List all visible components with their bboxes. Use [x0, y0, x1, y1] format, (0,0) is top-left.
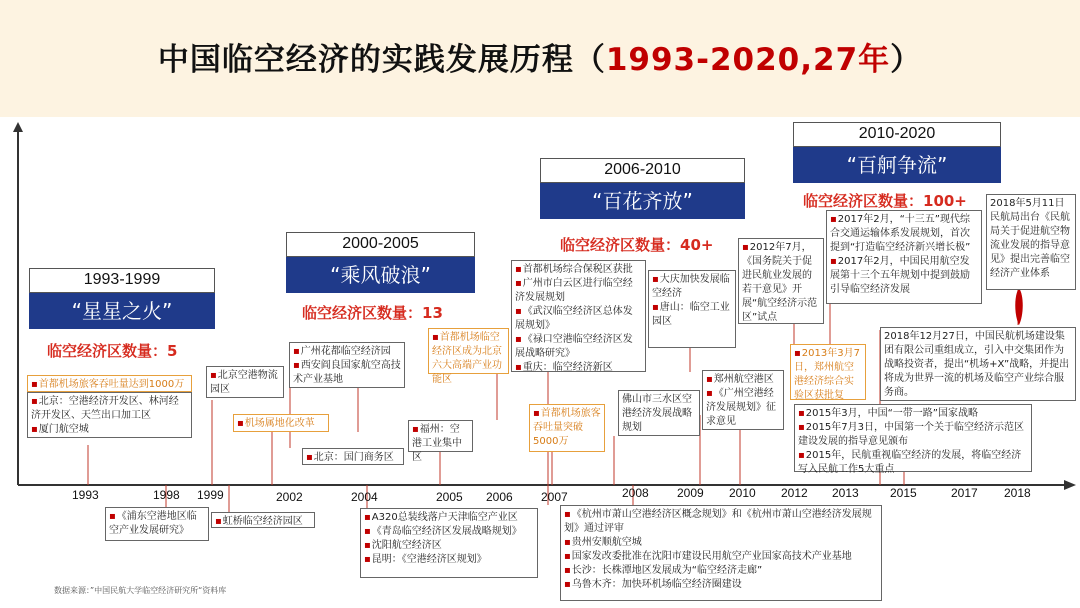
- marker-icon: [1015, 288, 1023, 325]
- event-fuzhou: ▪ 福州：空港工业集中区: [408, 420, 473, 452]
- era-2-range: 2000-2005: [286, 232, 475, 257]
- event-pudong-research: ▪ 《浦东空港地区临空产业发展研究》: [105, 507, 209, 541]
- year-2007: 2007: [541, 490, 568, 504]
- era-2-name: “乘风破浪”: [286, 257, 475, 293]
- event-2005-list: ▪ A320总装线落户天津临空产业区 ▪ 《青岛临空经济区发展战略规划》 ▪ 沈阳航空经济区 ▪ 昆明：《空港经济区规划》: [360, 508, 538, 578]
- year-2005: 2005: [436, 490, 463, 504]
- event-state-council-2012: ▪ 2012年7月，《国务院关于促进民航业发展的若干意见》开展“航空经济示范区”试点: [738, 238, 824, 324]
- year-2008: 2008: [622, 486, 649, 500]
- year-1999: 1999: [197, 488, 224, 502]
- era-3-range: 2006-2010: [540, 158, 745, 183]
- event-2015-list: ▪ 2015年3月，中国“一带一路”国家战略 ▪ 2015年7月3日，中国第一个关于临空经济示范区建设发展的指导意见颁布 ▪ 2015年，民航重视临空经济的发展，将临空经济写入民航工作5大重点: [794, 404, 1032, 472]
- data-source-note: 数据来源：”中国民航大学临空经济研究所“资料库: [54, 586, 227, 595]
- event-beijing-logistics: ▪ 北京空港物流园区: [206, 366, 284, 398]
- year-2012: 2012: [781, 486, 808, 500]
- event-hongqiao: ▪ 虹桥临空经济园区: [211, 512, 315, 528]
- era-4-range: 2010-2020: [793, 122, 1001, 147]
- event-foshan: 佛山市三水区空港经济发展战略规划: [618, 390, 700, 436]
- event-airport-reform: ▪ 机场属地化改革: [233, 414, 329, 432]
- event-2018-may: 2018年5月11日民航局出台《民航局关于促进航空物流业发展的指导意见》提出完善临空经济产业体系: [986, 194, 1076, 290]
- year-2004: 2004: [351, 490, 378, 504]
- year-2018: 2018: [1004, 486, 1031, 500]
- year-2006: 2006: [486, 490, 513, 504]
- title-end: ）: [890, 42, 923, 78]
- event-guangzhou-xian: ▪ 广州花都临空经济园 ▪ 西安阎良国家航空高技术产业基地: [289, 342, 405, 388]
- title-main: 中国临空经济的实践发展历程（: [157, 42, 606, 78]
- era-1-range: 1993-1999: [29, 268, 215, 293]
- title-accent: 1993-2020,27年: [605, 42, 891, 78]
- year-1993: 1993: [72, 488, 99, 502]
- event-capital-highend: ▪ 首都机场临空经济区成为北京六大高端产业功能区: [428, 328, 509, 374]
- event-beijing-zones: ▪ 北京：空港经济开发区、林河经济开发区、天竺出口加工区 ▪ 厦门航空城: [27, 392, 192, 438]
- year-1998: 1998: [153, 488, 180, 502]
- event-zhengzhou-guangzhou: ▪ 郑州航空港区 ▪ 《广州空港经济发展规划》征求意见: [702, 370, 784, 430]
- event-2017-plans: ▪ 2017年2月，“十三五”现代综合交通运输体系发展规划，首次提到“打造临空经济新兴增长极” ▪ 2017年2月，中国民用航空发展第十三个五年规划中提到鼓励引导临空经济发展: [826, 210, 982, 304]
- era-1-count: 临空经济区数量：5: [47, 342, 178, 360]
- year-2010: 2010: [729, 486, 756, 500]
- year-2013: 2013: [832, 486, 859, 500]
- era-1-name: “星星之火”: [29, 293, 215, 329]
- year-2017: 2017: [951, 486, 978, 500]
- year-2009: 2009: [677, 486, 704, 500]
- event-daqing-tangshan: ▪ 大庆加快发展临空经济 ▪ 唐山：临空工业园区: [648, 270, 736, 348]
- era-2-count: 临空经济区数量：13: [302, 304, 443, 322]
- event-2018-dec: 2018年12月27日，中国民航机场建设集团有限公司重组成立，引入中交集团作为战略投资者，提出“机场+X”战略，并提出将成为世界一流的机场及临空产业综合服务商。: [880, 327, 1076, 401]
- era-3-count: 临空经济区数量：40+: [560, 236, 714, 254]
- event-capital-50m: ▪ 首都机场旅客吞吐量突破5000万: [529, 404, 605, 452]
- era-4-name: “百舸争流”: [793, 147, 1001, 183]
- year-2002: 2002: [276, 490, 303, 504]
- event-zhengzhou-2013: ▪ 2013年3月7日，郑州航空港经济综合实验区获批复: [790, 344, 866, 400]
- era-4-count: 临空经济区数量：100+: [803, 192, 967, 210]
- event-2008-list: ▪ 《杭州市萧山空港经济区概念规划》和《杭州市萧山空港经济发展规划》通过评审 ▪ 贵州安顺航空城 ▪ 国家发改委批准在沈阳市建设民用航空产业国家高技术产业基地 ▪ 长沙：长株潭地区发展成为“临空经济走廊” ▪ 乌鲁木齐：加快环机场临空经济圈建设: [560, 505, 882, 601]
- event-beijing-gateway: ▪ 北京：国门商务区: [302, 448, 404, 465]
- event-2006-list: ▪ 首都机场综合保税区获批 ▪ 广州市白云区进行临空经济发展规划 ▪ 《武汉临空经济区总体发展规划》 ▪ 《禄口空港临空经济区发展战略研究》 ▪ 重庆：临空经济新区: [511, 260, 646, 372]
- event-capital-airport-10m: ▪ 首都机场旅客吞吐量达到1000万: [27, 375, 192, 392]
- era-3-name: “百花齐放”: [540, 183, 745, 219]
- year-2015: 2015: [890, 486, 917, 500]
